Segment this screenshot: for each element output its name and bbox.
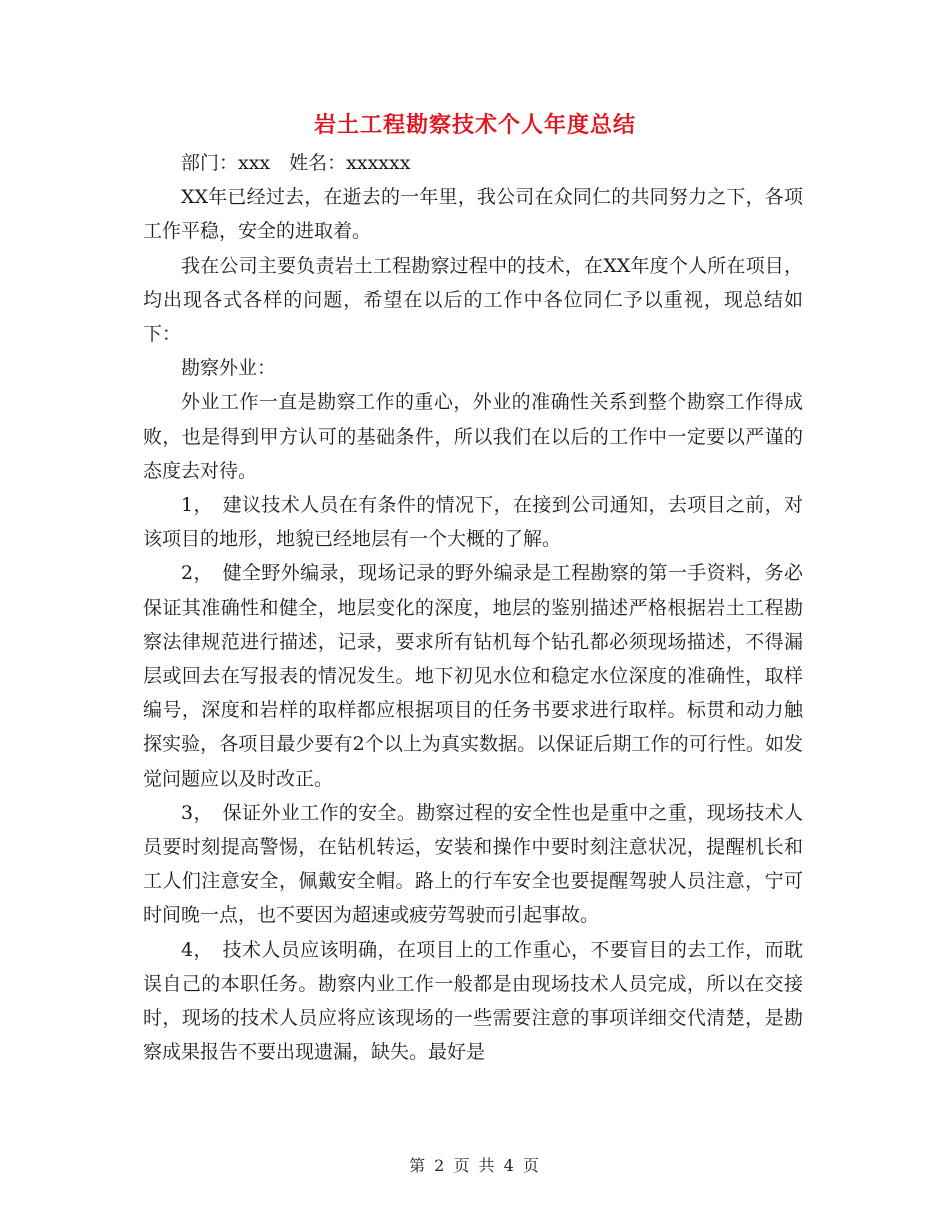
paragraph-fieldwork-overview: 外业工作一直是勘察工作的重心，外业的准确性关系到整个勘察工作得成败，也是得到甲方认可的基础条件，所以我们在以后的工作中一定要以严谨的态度去对待。 <box>143 391 803 482</box>
paragraph-intro: XX年已经过去，在逝去的一年里，我公司在众同仁的共同努力之下，各项工作平稳，安全的进取着。 <box>143 186 803 243</box>
document-body <box>143 146 803 1069</box>
department-name-line: 部门：xxx 姓名：xxxxxx <box>181 152 411 174</box>
list-item-3: 3， 保证外业工作的安全。勘察过程的安全性也是重中之重，现场技术人员要时刻提高警惕，在钻机转运，安装和操作中要时刻注意状况，提醒机长和工人们注意安全，佩戴安全帽。路上的行车安全也要提醒驾驶人员注意，宁可时间晚一点，也不要因为超速或疲劳驾驶而引起事故。 <box>143 801 803 927</box>
paragraph-responsibility: 我在公司主要负责岩土工程勘察过程中的技术，在XX年度个人所在项目，均出现各式各样的问题，希望在以后的工作中各位同仁予以重视，现总结如下： <box>143 254 803 346</box>
document-title: 岩土工程勘察技术个人年度总结 <box>313 113 636 138</box>
list-item-4: 4， 技术人员应该明确，在项目上的工作重心，不要盲目的去工作，而耽误自己的本职任务。勘察内业工作一般都是由现场技术人员完成，所以在交接时，现场的技术人员应将应该现场的一些需要注意的事项详细交代清楚，是勘察成果报告不要出现遗漏，缺失。最好是 <box>143 938 803 1064</box>
list-item-1: 1， 建议技术人员在有条件的情况下，在接到公司通知，去项目之前，对该项目的地形，地貌已经地层有一个大概的了解。 <box>143 494 803 551</box>
section-heading-fieldwork: 勘察外业： <box>181 357 277 380</box>
list-item-2: 2， 健全野外编录，现场记录的野外编录是工程勘察的第一手资料，务必保证其准确性和健全，地层变化的深度，地层的鉴别描述严格根据岩土工程勘察法律规范进行描述，记录，要求所有钻机每个钻孔都必须现场描述，不得漏层或回去在写报表的情况发生。地下初见水位和稳定水位深度的准确性，取样编号，深度和岩样的取样都应根据项目的任务书要求进行取样。标贯和动力触探实验，各项目最少要有2个以上为真实数据。以保证后期工作的可行性。如发觉问题应以及时改正。 <box>143 562 803 790</box>
page-footer: 第 2 页 共 4 页 <box>409 1156 541 1175</box>
